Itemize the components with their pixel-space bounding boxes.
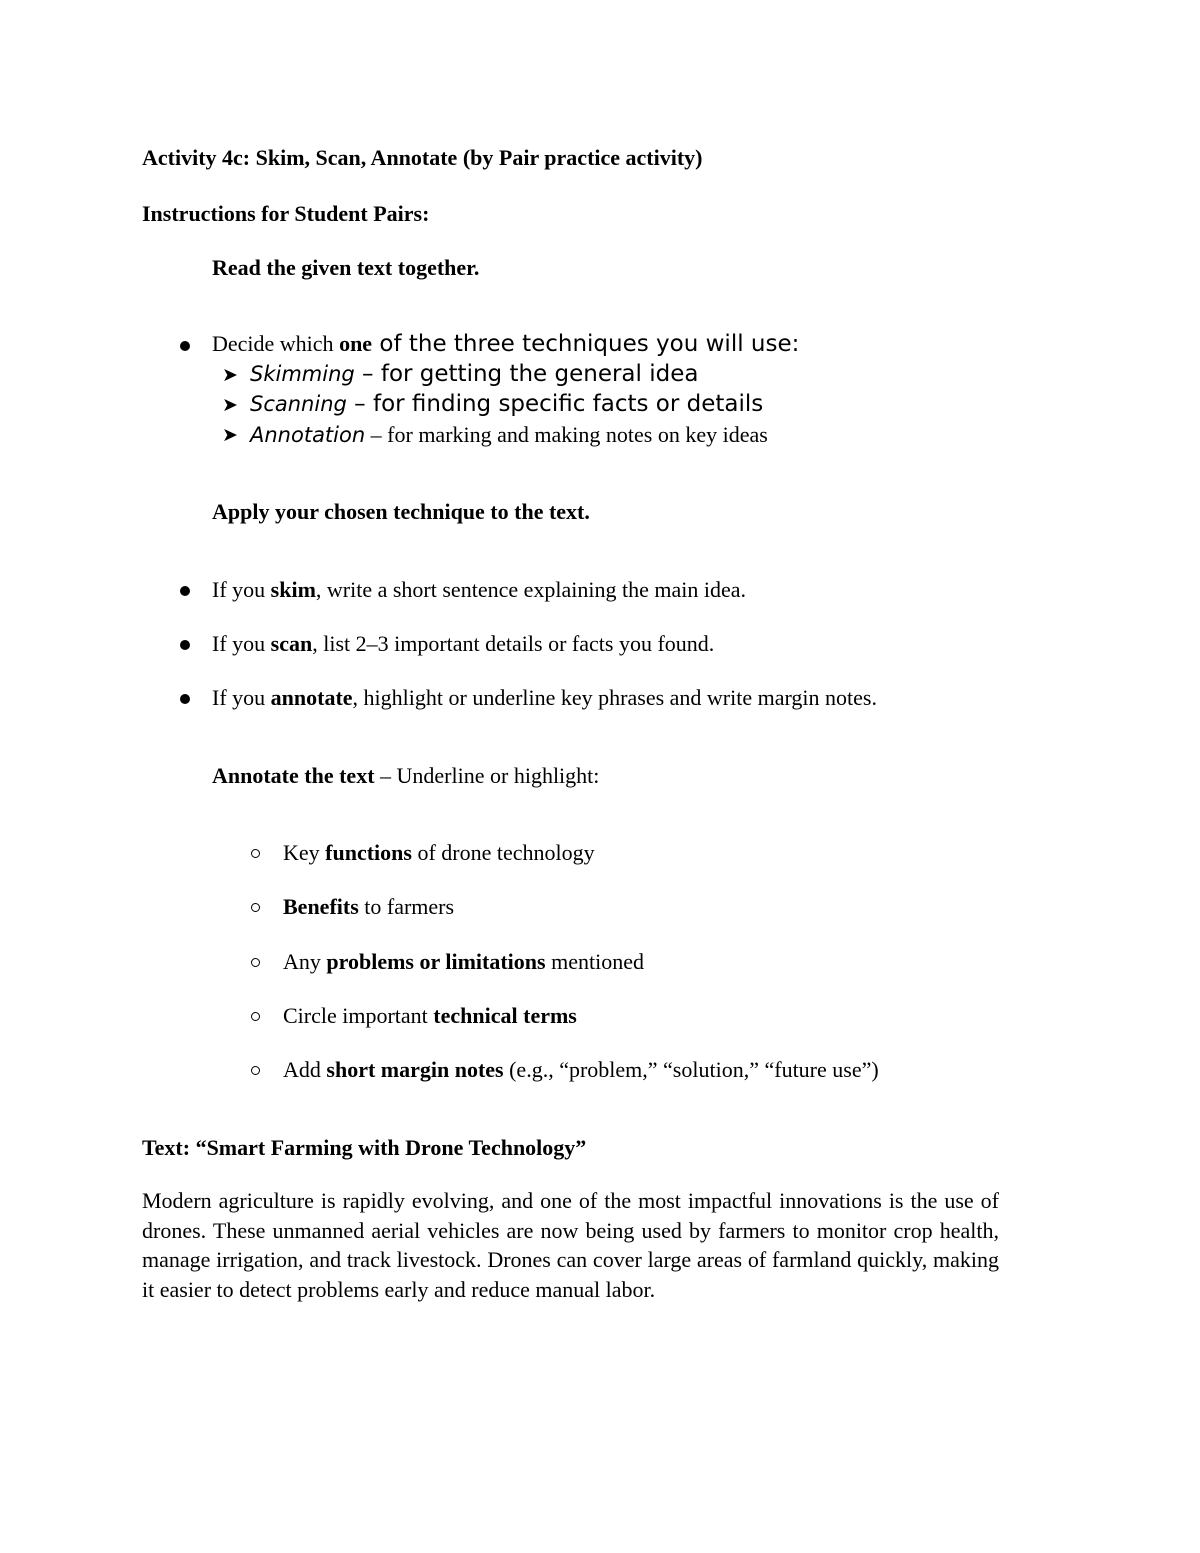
annotate-item xyxy=(283,840,595,866)
annotate-heading-bold: Annotate the text xyxy=(212,763,375,788)
technique-name: Scanning xyxy=(250,392,347,416)
apply-bold: annotate xyxy=(270,685,353,710)
technique-item xyxy=(250,422,768,448)
annotate-item xyxy=(283,894,454,920)
annotate-bold: short margin notes xyxy=(326,1057,504,1082)
annotate-heading xyxy=(212,763,599,789)
technique-desc: – for getting the general idea xyxy=(354,361,699,387)
technique-desc: – for marking and making notes on key ideas xyxy=(365,422,768,447)
annotate-bold: problems or limitations xyxy=(326,949,546,974)
apply-item xyxy=(212,685,877,711)
technique-name: Annotation xyxy=(250,423,366,447)
bullet-dot-icon xyxy=(180,640,190,650)
apply-bold: skim xyxy=(270,577,316,602)
annotate-pre: Circle important xyxy=(283,1003,434,1028)
circle-bullet-icon xyxy=(251,849,260,858)
annotate-item xyxy=(283,1003,577,1029)
annotate-item xyxy=(283,949,644,975)
annotate-heading-rest: – Underline or highlight: xyxy=(374,763,600,788)
decide-prefix: Decide which xyxy=(212,331,340,356)
apply-prefix: If you xyxy=(212,631,271,656)
text-heading: Text: “Smart Farming with Drone Technology” xyxy=(142,1135,587,1160)
decide-bold: one xyxy=(339,331,373,356)
arrow-right-icon: ➤ xyxy=(222,364,238,386)
circle-bullet-icon xyxy=(251,903,260,912)
annotate-item xyxy=(283,1057,879,1083)
apply-suffix: , highlight or underline key phrases and write margin notes. xyxy=(352,685,877,710)
apply-prefix: If you xyxy=(212,577,271,602)
apply-suffix: , list 2–3 important details or facts you found. xyxy=(312,631,715,656)
technique-item xyxy=(250,361,698,387)
annotate-post: mentioned xyxy=(545,949,644,974)
circle-bullet-icon xyxy=(251,958,260,967)
bullet-dot-icon xyxy=(180,341,190,351)
technique-name: Skimming xyxy=(250,362,355,386)
circle-bullet-icon xyxy=(251,1012,260,1021)
apply-item xyxy=(212,631,714,657)
annotate-post: of drone technology xyxy=(411,840,595,865)
circle-bullet-icon xyxy=(251,1066,260,1075)
arrow-right-icon: ➤ xyxy=(222,394,238,416)
annotate-post: (e.g., “problem,” “solution,” “future use”) xyxy=(503,1057,879,1082)
apply-item xyxy=(212,577,746,603)
body-paragraph: Modern agriculture is rapidly evolving, and one of the most impactful innovations is the use of drones. These unmanned aerial vehicles are now being used by farmers to monitor crop health, manage irrigation, and track livestock. Drones can cover large areas of farmland quickly, making it easier to detect problems early and reduce manual labor. xyxy=(142,1188,999,1302)
annotate-pre: Add xyxy=(283,1057,327,1082)
annotate-pre: Any xyxy=(283,949,327,974)
step-read: Read the given text together. xyxy=(212,255,480,280)
annotate-bold: technical terms xyxy=(433,1003,577,1028)
arrow-right-icon: ➤ xyxy=(222,424,238,446)
decide-line xyxy=(212,331,799,357)
apply-bold: scan xyxy=(270,631,313,656)
annotate-pre: Key xyxy=(283,840,326,865)
bullet-dot-icon xyxy=(180,586,190,596)
step-apply: Apply your chosen technique to the text. xyxy=(212,499,590,524)
annotate-bold: Benefits xyxy=(283,894,359,919)
decide-suffix: of the three techniques you will use: xyxy=(372,331,800,357)
activity-title: Activity 4c: Skim, Scan, Annotate (by Pair practice activity) xyxy=(142,145,703,170)
annotate-bold: functions xyxy=(325,840,412,865)
annotate-post: to farmers xyxy=(358,894,455,919)
bullet-dot-icon xyxy=(180,694,190,704)
apply-suffix: , write a short sentence explaining the main idea. xyxy=(315,577,746,602)
apply-prefix: If you xyxy=(212,685,271,710)
instructions-heading: Instructions for Student Pairs: xyxy=(142,201,430,226)
technique-item xyxy=(250,391,763,417)
technique-desc: – for finding specific facts or details xyxy=(346,391,764,417)
